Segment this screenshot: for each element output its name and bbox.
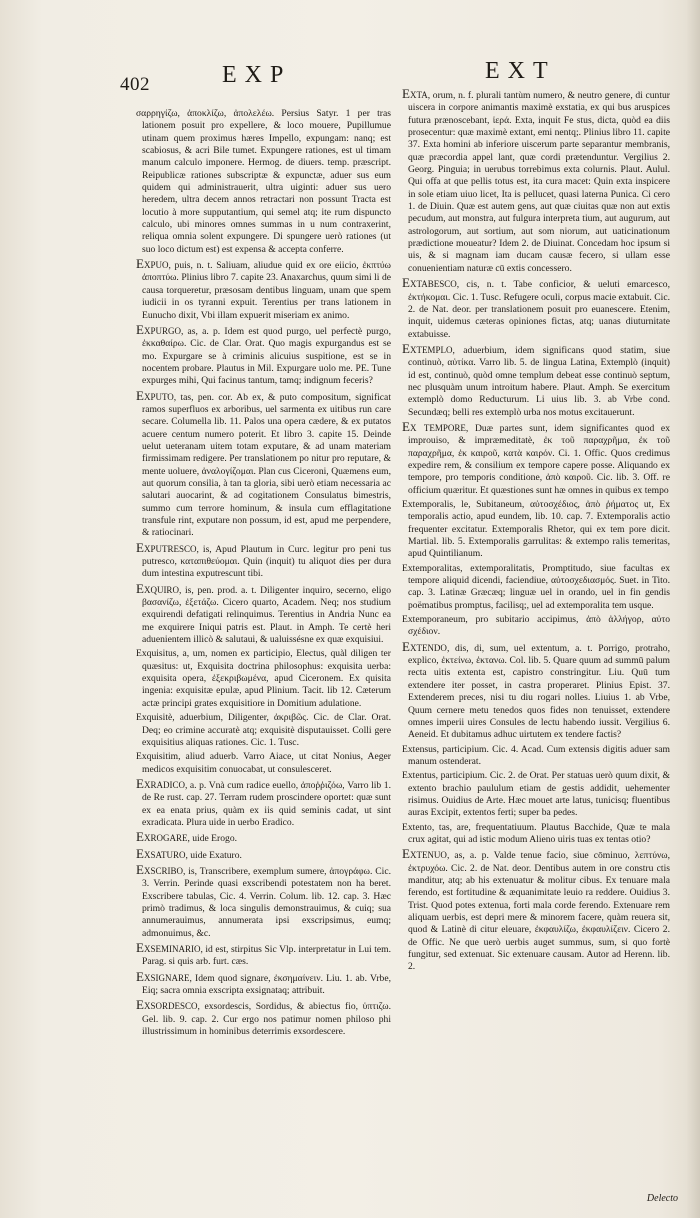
right-column xyxy=(402,88,670,1198)
entry-text: Extento, tas, are, frequentatiuum. Plautus Bacchide, Quæ te mala crux agitat, qui ad istic modum Alieno uiris tuas ex tentas otio? xyxy=(402,821,670,845)
dictionary-entry xyxy=(402,614,670,639)
entry-headword: Exsaturo xyxy=(136,845,186,861)
dictionary-entry xyxy=(136,775,391,829)
entry-headword: Exrogare xyxy=(136,829,188,845)
dictionary-entry xyxy=(402,770,670,819)
entry-text: , dis, di, sum, uel extentum, a. t. Porrigo, protraho, explico, ἐκτείνω, ἐκτανω. Col. lib. 5. Quare quum ad summū palum recta uitis extenta est, capistro constringitur. Liu. Quū tum extendere iter posset, in castra properaret. Plinius Epist. 37. Extenderem preces, nisi tu diu rogari nolles. Liuius 1. ab Vrbe, Quum cernere metu tenedos quos fides non tenuisset, extendere omnes imperii uires Consules de lectu habendo iussit. Vergilius 6. Aeneid. Et dubitamus adhuc uirtutem ex tendere factis? xyxy=(408,642,670,741)
entry-text: , aduerbium, idem significans quod statim, siue continuò, αὐτίκα. Varro lib. 5. de lingua Latina, Extemplò (inquit) id est, continuò, quòd omne templum debeat esse continuò septum, nec plusquàm unum introitum habere. Plaut. Amph. Se exercitum extemplò domo Reducturum. Li uius lib. 3. ab Vrbe cond. Secundæq; belli res extemplò urba nos motus excitauerunt. xyxy=(408,344,670,418)
entry-headword: Exsignare xyxy=(136,968,190,984)
dictionary-entry xyxy=(402,88,670,275)
entry-text: Extemporalis, le, Subitaneum, αὐτοσχέδιος, ἀπὸ ῥήματος ut, Ex temporalis actio, apud eundem, lib. 10. cap. 7. Extemporalis actio frequenter excitatur. Extemporalis Rhetor, qui ex tem pore dicit. Martial. lib. 5. Extemporalis garrulitas: & extempo ralis temeritas, apud Quintilianum. xyxy=(402,499,670,560)
page-number: 402 xyxy=(120,74,150,95)
dictionary-entry xyxy=(136,845,391,862)
entry-headword: Exta xyxy=(402,88,428,101)
dictionary-entry xyxy=(136,387,391,540)
entry-text: σαρρηγίζω, ἀποκλίζω, ἀπολελέω. Persius Satyr. 1 per tras lationem posuit pro expellere, & loco mouere, Pupillumue utinam quem proximus hæres Impello, expungam: nanq; est scabiosus, & acri Bile tumet. Expungere rationes, est ul timam manum calculo imponere. Hermog. de diuers. temp. præscript. Reipublicæ rationes subscriptæ & expunctæ, aduer sus eum quidem qui administrauerit, ultra uiginti: aduer sus uero heredem, ultra decem annos retractari non possunt Tracta est locutio à more supputantium, qui semel atq; ite rum dispuncto calculo, ubi minores omnes summas in u num contraxerint, reliqua omnia solent expungere. Di spungere uerò rationes (ut suo loco dictum est) est expensa & accepta conferre. xyxy=(136,108,391,255)
entry-text: Exquisitus, a, um, nomen ex participio, Electus, quàl diligen ter quæsitus: ut, Exquisita doctrina philosophus: exquisita uerba: exquisita opera, ἐξεκριβωμένα, apud Ciceronem. Ex quisita ingenia: exquisitæ epulæ, apud Plinium. Tacit. lib 12. Cæterum actæ principi grates exquisitiore in Domitium adulatione. xyxy=(136,648,391,709)
entry-headword: Extemplo xyxy=(402,340,453,356)
dictionary-entry xyxy=(136,539,391,581)
entry-headword: Exradico xyxy=(136,775,185,791)
dictionary-entry xyxy=(136,258,391,322)
entry-headword: Exseminario xyxy=(136,940,201,955)
entry-headword: Extabesco xyxy=(402,275,457,291)
dictionary-entry xyxy=(136,580,391,647)
dictionary-entry xyxy=(402,340,670,419)
entry-text: , a. p. Vnà cum radice euello, ἀποῤῥιζόω, Varro lib 1. de Re rust. cap. 27. Terram rudem proscindere oportet: quæ sunt ex ea enata prius, quàm ex iis quid seminis cadat, ut sint exradicata. Plura uide in uerbo Eradico. xyxy=(142,779,391,828)
entry-headword: Expuo xyxy=(136,256,169,272)
entry-text: , Duæ partes sunt, idem significantes quod ex improuiso, & impræmeditatè, ἐκ τοῦ παραχρῆμα, ἐκ τοῦ παραχρῆμα, ἐκ καιροῦ, κατὰ καιρόν. Ci. 1. Offic. Quos credimus expedire rem, & consilium ex tempore capere posse. Aliquando ex tempore, pro temporis conditione, ἀπὸ καιροῦ. Cic. lib. 3. Off. re officium quæritur. Et quæstiones sunt hæ omnes in quibus ex tempo xyxy=(408,422,670,496)
dictionary-entry xyxy=(136,108,391,256)
dictionary-entry xyxy=(402,277,670,341)
entry-text: Extemporalitas, extemporalitatis, Promptitudo, siue facultas ex tempore aliquid dicendi, faciendiue, αὐτοσχεδιασμός. Suet. in Tito. cap. 3. Latinæ Græcæq; linguæ uel in orando, uel in fin gendis poëmatibus promptus, facilisq;, uel ad extemporalita tem usque. xyxy=(402,562,670,611)
entry-headword: Exquiro xyxy=(136,580,179,596)
entry-headword: Exsordesco xyxy=(136,997,198,1013)
left-column xyxy=(136,108,391,1208)
entry-headword: Exscribo xyxy=(136,861,183,877)
entry-text: , id est, stirpitus Sic Vlp. interpretatur in Lui tem. Parag. si quis arb. furt. cæs. xyxy=(142,944,391,968)
entry-text: , exsordescis, Sordidus, & abiectus fio, ὑπτιζω. Gel. lib. 9. cap. 2. Cur ergo nos patimur nomen philoso phi illustrissimum in hominibus deterrimis exsordescere. xyxy=(142,1001,391,1038)
dictionary-entry xyxy=(136,712,391,749)
dictionary-entry xyxy=(136,751,391,776)
entry-text: Extentus, participium. Cic. 2. de Orat. Per statuas uerò quum dixit, & extento brachio paululum etiam de gestis addidit, uehementer risimus. Ouidius de Arte. Hæc mouet arte latus, tunicisq; fluentibus auras Excipit, extentos ferti; super ba pedes. xyxy=(402,770,670,819)
dictionary-entry xyxy=(136,321,391,388)
entry-text: , orum, n. f. plurali tantùm numero, & neutro genere, di cuntur uiscera in corpore animantis maximè exstatia, ex qui bus aruspices futura prænoscebant, ἱερά. Exta, inquit Fe stus, dicta, quòd ea diis prosecentur: quæ maximè extant, emi nentq;. Plinius libro 11. capite 37. Exta homini ab inferiore uiscerum parte separantur membranis, quæ præcordia appel lant, quæ cordi prætenduntur. Vergilius 2. Georg. Pinguia; in uerubus torrebimus exta colurnis. Plaut. Aulul. Qui offa at que pellis totus est, ita cura macet: Quin exta inspicere in sole etiam uiuo licet, Ita is pellucet, quasi laterna Punica. Ci cero 1. de Diuin. Quæ est autem gens, aut quæ ciuitas quæ non aut extis pecudum, aut monstra, aut fulgura interpreta tium, aut augurum, aut astrologorum, aut sortium, aut som niorum, aut uaticinationum prædictione moueatur? Idem 2. de Diuinat. Concedam hoc ipsum si uis, & si magnam iam ducam causæ fecero, si ullam esse conuenientiam naturæ cū extis concessero. xyxy=(408,90,670,274)
entry-text: , as, a. p. Idem est quod purgo, uel perfectè purgo, ἐκκαθαίρω. Cic. de Clar. Orat. Quo magis expurgandus est se mo. Expurgare se à criminis alicuius suspitione, est se in nocentem probare. Plautus in Mil. Expurgare uolo me. PE. Tune expurges mihi, Qui facinus tantum, tamq; indignum feceris? xyxy=(142,325,391,387)
dictionary-entry xyxy=(402,418,670,497)
entry-text: , as, a. p. Valde tenue facio, siue cōminuo, λεπτύνω, ἐκτρυχόω. Cic. 2. de Nat. deor. Dentibus autem in ore constru ctis manditur, atq; ab his extenuatur & molitur cibus. Ex tenuare mala ferendo, est fortitudine & æquanimitate leuio ra reddere. Ouidius 3. Trist. Quod potes extenua, forti mala corde ferendo. Extenuare rem aliquam uerbis, est depri mere & minorem facere, quàm reuera sit, quod & Latinè di citur eleuare, ἐκφαυλίζω, ἐκφαυλίζειν. Cicero 2. de Offic. Ne que uerò uerbis auget summus, sum, si quo fortè fungitur, sed extenuat. Sic extenuare causam. Autor ad Herenn. lib. 2. xyxy=(408,850,670,973)
entry-text: , is, Apud Plautum in Curc. legitur pro peni tus putresco, καταπιθεύομαι. Quin (inquit) tu aliquot dies per dura dum intestina exputrescunt tibi. xyxy=(142,543,391,580)
catchword: Delecto xyxy=(646,1193,678,1204)
entry-text: , tas, pen. cor. Ab ex, & puto compositum, significat ramos superfluos ex arboribus, uel sarmenta ex uitibus run care secare. Columella lib. 11. Palos una opera cædere, & ex putatos acuere centum numero poterit. Et libro 3. capite 15. Deinde uelut ueteranam uitem totam exputare, & ad unam materiam firmissimam redigere. Per translationem po nitur pro reputare, & mente uoluere, ἀναλογίζομαι. Plan cus Ciceroni, Quæmens eum, aut quorum consilia, à tan ta gloria, sibi uerò etiam necessaria ac salutari auocarint, & ad cogitationem Consulatus bimestris, summo cum terrore hominum, & insula cum efflagitatione transfule rint, exputare non possum, id est, apud me perpendere, & ratiocinari. xyxy=(142,391,391,539)
entry-text: Exquisitim, aliud aduerb. Varro Aiace, ut citat Nonius, Aeger medicos exquisitim conuocabat, ut consulesceret. xyxy=(136,751,391,775)
entry-text: , is, pen. prod. a. t. Diligenter inquiro, secerno, eligo βασανίζω, ἐξετάζω. Cicero quarto, Academ. Neq; nos studium exquirendi defatigati relinquimus. Terentius in Andria Nunc ea me exquirere Iniqui patris est. Plaut. in Amph. Te certè heri aduenientem illicò & salutaui, & ualuissésne ex quæ exquisiui. xyxy=(142,584,391,646)
running-head-right: EXT xyxy=(485,58,556,84)
dictionary-entry xyxy=(402,638,670,742)
dictionary-entry xyxy=(402,499,670,561)
entry-text: , is, Transcribere, exemplum sumere, ἀπογράφω. Cic. 3. Verrin. Perinde quasi exscribendi potestatem non ha beret. Exscribere tabulas, Cic. 4. Verrin. Colum. lib. 12. cap. 3. Hæc primò tradimus, & loca singulis demonstrauimus, & cuiq; sua annumerauimus, annumerata ipsi exscripsimus, eumq; admonuimus, &c. xyxy=(142,865,391,939)
entry-text: , Idem quod signare, ἐκσημαίνειν. Liu. 1. ab. Vrbe, Eiq; sacra omnia exscripta exsignataq; attribuit. xyxy=(142,972,391,997)
entry-text: Exquisitè, aduerbium, Diligenter, ἀκριβῶς. Cic. de Clar. Orat. Deq; eo crimine accuratè atq; exquisitè disputauisset. Colli gere exquisitius aliquas rationes. Cic. 1. Tusc. xyxy=(136,712,391,748)
running-head-left: EXP xyxy=(222,62,292,88)
entry-text: , cis, n. t. Tabe conficior, & ueluti emarcesco, ἐκτήκομαι. Cic. 1. Tusc. Refugere oculi, corpus macie extabuit. Cic. 2. de Nat. deor. per translationem posuit pro euanescere. Etenim, inquit, uidemus cæteras opiniones fictas, atq; uanas diuturnitate extabuisse. xyxy=(408,279,670,340)
entry-text: , uide Exaturo. xyxy=(185,849,242,861)
dictionary-entry xyxy=(136,968,391,998)
dictionary-entry xyxy=(402,744,670,769)
page-gutter-shadow xyxy=(686,0,700,1218)
dictionary-entry xyxy=(136,942,391,969)
entry-text: Extemporaneum, pro subitario accipimus, ἀπὸ ἀλλήγορ, αὐτο σχέδιον. xyxy=(402,614,670,638)
entry-headword: Extenuo xyxy=(402,846,447,862)
entry-headword: Exputo xyxy=(136,387,174,403)
dictionary-entry xyxy=(402,563,670,612)
dictionary-entry xyxy=(136,648,391,710)
dictionary-entry xyxy=(402,848,670,973)
dictionary-entry xyxy=(136,831,391,845)
dictionary-entry xyxy=(136,999,391,1038)
entry-headword: Exputresco xyxy=(136,539,197,555)
dictionary-entry xyxy=(136,861,391,940)
entry-headword: Ex tempore xyxy=(402,418,466,434)
entry-text: , puis, n. t. Saliuam, aliudue quid ex ore eiicio, ἐκπτύω ἀποπτύω. Plinius libro 7. capite 23. Anaxarchus, quum simi li de causa torqueretur, præsosam dentibus linguam, unam que spem iudicii in os tyranni expuit. Terentius per trans lationem in Eunucho dixit, Vbi illam expuerit miseriam ex animo. xyxy=(142,260,391,321)
entry-text: , uide Erogo. xyxy=(187,833,238,845)
entry-text: Extensus, participium. Cic. 4. Acad. Cum extensis digitis aduer sam manum ostenderat. xyxy=(402,743,670,767)
entry-headword: Expurgo xyxy=(136,321,181,337)
entry-headword: Extendo xyxy=(402,638,447,654)
dictionary-entry xyxy=(402,822,670,847)
